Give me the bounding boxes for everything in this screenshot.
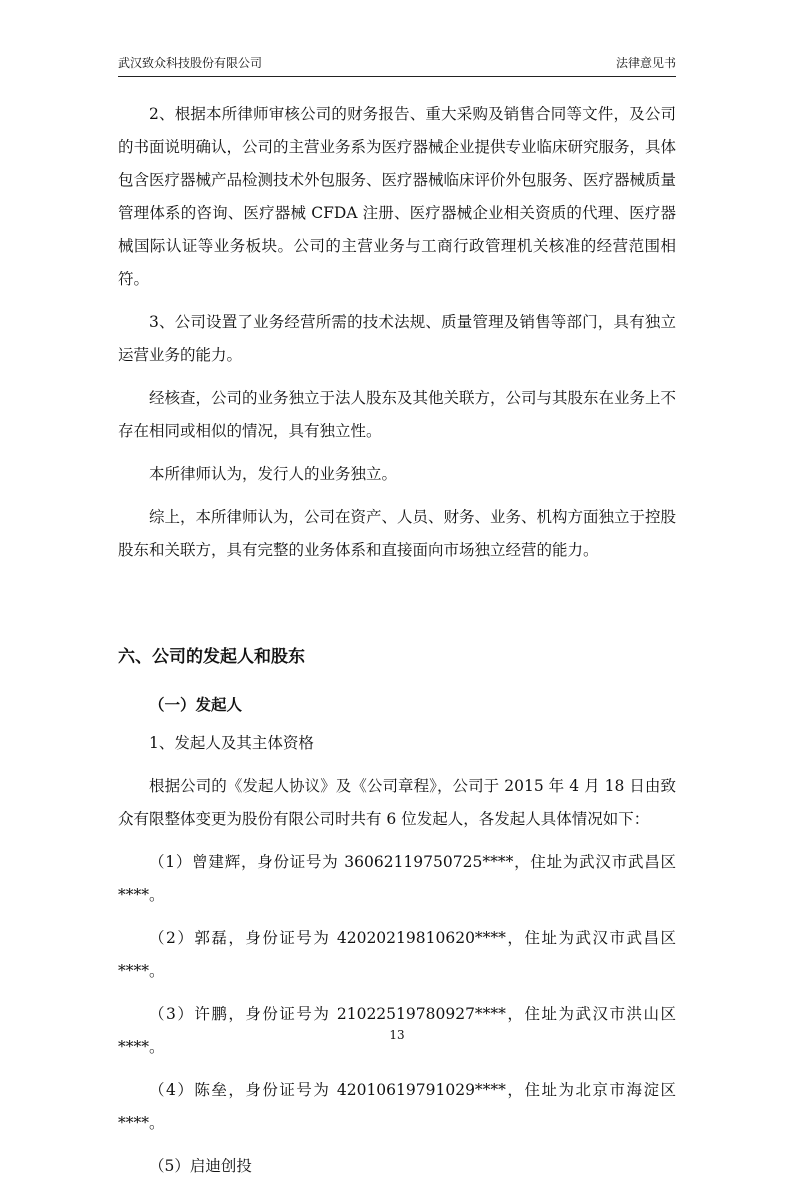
section-title: 六、公司的发起人和股东 — [118, 647, 305, 667]
paragraph-lawyer-opinion: 本所律师认为，发行人的业务独立。 — [149, 465, 398, 483]
paragraph-verification: 经核查，公司的业务独立于法人股东及其他关联方，公司与其股东在业务上不存在相同或相似的情况，具有独立性。 — [118, 389, 677, 440]
list-item-founder-2: （2）郭磊，身份证号为 42020219810620****，住址为武汉市武昌区****。 — [118, 929, 676, 980]
list-item-founder-3: （3）许鹏，身份证号为 21022519780927****，住址为武汉市洪山区****。 — [118, 1005, 676, 1056]
paragraph-departments: 3、公司设置了业务经营所需的技术法规、质量管理及销售等部门，具有独立运营业务的能力。 — [118, 313, 676, 364]
list-item-founder-1: （1）曾建辉，身份证号为 36062119750725****，住址为武汉市武昌区****。 — [118, 853, 676, 904]
paragraph-summary: 综上，本所律师认为，公司在资产、人员、财务、业务、机构方面独立于控股股东和关联方，具有完整的业务体系和直接面向市场独立经营的能力。 — [118, 508, 677, 559]
list-item-founder-4: （4）陈垒，身份证号为 42010619791029****，住址为北京市海淀区****。 — [118, 1081, 676, 1132]
header-document-type: 法律意见书 — [615, 56, 676, 70]
subsection-title: （一）发起人 — [149, 696, 243, 714]
header-company-name: 武汉致众科技股份有限公司 — [118, 56, 263, 70]
paragraph-business-scope: 2、根据本所律师审核公司的财务报告、重大采购及销售合同等文件，及公司的书面说明确认，公司的主营业务系为医疗器械企业提供专业临床研究服务，具体包含医疗器械产品检测技术外包服务、医疗器械临床评价外包服务、医疗器械质量管理体系的咨询、医疗器械 CFDA 注册、医疗器械企业相关资质的代理、医疗器械国际认证等业务板块。公司的主营业务与工商行政管理机关核准的经营范围相符。 — [118, 105, 677, 288]
paragraph-founder-qualification: 1、发起人及其主体资格 — [149, 734, 314, 752]
page-header — [118, 54, 676, 77]
paragraph-founder-intro: 根据公司的《发起人协议》及《公司章程》，公司于 2015 年 4 月 18 日由致众有限整体变更为股份有限公司时共有 6 位发起人，各发起人具体情况如下： — [118, 777, 676, 828]
list-item-founder-5: （5）启迪创投 — [149, 1157, 252, 1175]
page-number: 13 — [389, 1028, 405, 1042]
